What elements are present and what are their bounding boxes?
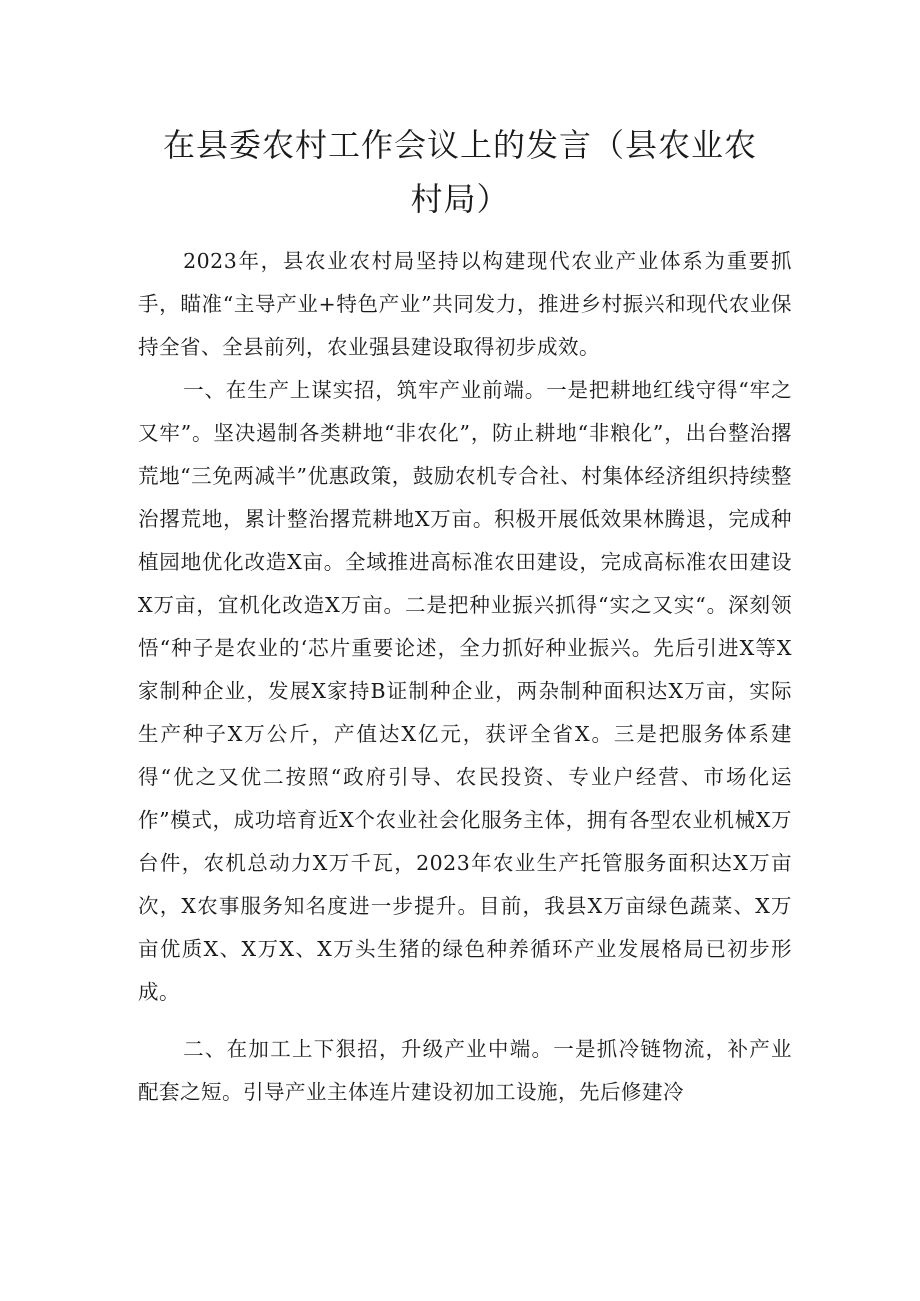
paragraph-section-one: 一、在生产上谋实招，筑牢产业前端。一是把耕地红线守得“牢之又牢”。坚决遏制各类耕地“非农化”，防止耕地“非粮化”，出台整治撂荒地“三免两减半”优惠政策，鼓励农机专合社、村集体经济组织持续整治撂荒地，累计整治撂荒耕地X万亩。积极开展低效果林腾退，完成种植园地优化改造X亩。全域推进高标准农田建设，完成高标准农田建设X万亩，宜机化改造X万亩。二是把种业振兴抓得“实之又实“。深刻领悟“种子是农业的‘芯片重要论述，全力抓好种业振兴。先后引进X等X家制种企业，发展X家持B证制种企业，两杂制种面积达X万亩，实际生产种子X万公斤，产值达X亿元，获评全省X。三是把服务体系建得“优之又优二按照“政府引导、农民投资、专业户经营、市场化运作”模式，成功培育近X个农业社会化服务主体，拥有各型农业机械X万台件，农机总动力X万千瓦，2023年农业生产托管服务面积达X万亩次，X农事服务知名度进一步提升。目前，我县X万亩绿色蔬菜、X万亩优质X、X万X、X万头生猪的绿色种养循环产业发展格局已初步形成。 — [138, 378, 792, 1004]
document-title — [120, 118, 800, 226]
paragraph-intro: 2023年，县农业农村局坚持以构建现代农业产业体系为重要抓手，瞄准“主导产业+特色产业”共同发力，推进乡村振兴和现代农业保持全省、全县前列，农业强县建设取得初步成效。 — [138, 249, 792, 359]
title-line-1: 在县委农村工作会议上的发言（县农业农 — [162, 126, 757, 164]
paragraph-section-two: 二、在加工上下狠招，升级产业中端。一是抓冷链物流，补产业配套之短。引导产业主体连片建设初加工设施，先后修建冷 — [138, 1037, 792, 1104]
title-line-2: 村局） — [410, 180, 510, 218]
document-body — [138, 240, 792, 1114]
